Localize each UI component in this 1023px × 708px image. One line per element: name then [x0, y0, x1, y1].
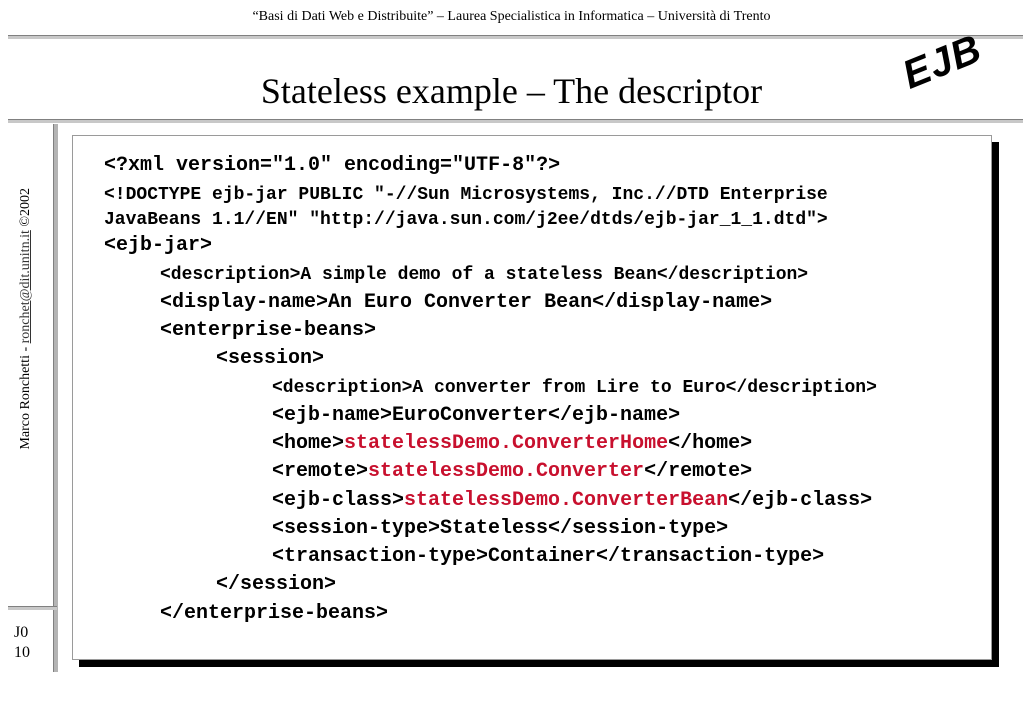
title-divider — [8, 119, 1023, 123]
code-line: <session-type>Stateless</session-type> — [272, 517, 729, 540]
xml-descriptor-code — [104, 154, 877, 625]
credit-separator: - — [18, 343, 33, 356]
code-line — [272, 432, 752, 455]
header-divider — [8, 35, 1023, 39]
code-line: <transaction-type>Container</transaction-type> — [272, 545, 825, 568]
author-credit — [18, 188, 40, 528]
code-line — [272, 460, 752, 483]
home-open-tag: <home> — [272, 432, 345, 455]
ejb-class-value: statelessDemo.ConverterBean — [404, 489, 729, 512]
ejb-class-close-tag: </ejb-class> — [728, 489, 873, 512]
code-line: <ejb-jar> — [104, 234, 213, 257]
author-name: Marco Ronchetti — [18, 355, 33, 450]
sidebar-divider — [53, 124, 58, 672]
remote-class-value: statelessDemo.Converter — [368, 460, 645, 483]
code-line: <description>A simple demo of a stateless Bean</description> — [160, 265, 809, 285]
slide-title: Stateless example – The descriptor — [260, 71, 763, 111]
code-line: JavaBeans 1.1//EN" "http://java.sun.com/j2ee/dtds/ejb-jar_1_1.dtd"> — [104, 210, 828, 230]
copyright: ©2002 — [18, 188, 33, 231]
section-label: J0 — [14, 624, 29, 641]
ejb-class-open-tag: <ejb-class> — [272, 489, 405, 512]
author-email-link[interactable]: ronchet@dit.unitn.it — [18, 230, 33, 344]
footer-divider — [8, 606, 57, 610]
code-line: <?xml version="1.0" encoding="UTF-8"?> — [104, 154, 561, 177]
code-line: <enterprise-beans> — [160, 319, 377, 342]
home-class-value: statelessDemo.ConverterHome — [344, 432, 669, 455]
code-line: </enterprise-beans> — [160, 602, 389, 625]
code-line: <ejb-name>EuroConverter</ejb-name> — [272, 404, 681, 427]
code-line: <display-name>An Euro Converter Bean</display-name> — [160, 291, 773, 314]
home-close-tag: </home> — [668, 432, 753, 455]
page-number: 10 — [14, 644, 30, 661]
remote-close-tag: </remote> — [644, 460, 753, 483]
course-header: “Basi di Dati Web e Distribuite” – Laurea Specialistica in Informatica – Università di Trento — [252, 9, 771, 24]
code-line: </session> — [216, 573, 337, 596]
code-line: <!DOCTYPE ejb-jar PUBLIC "-//Sun Microsystems, Inc.//DTD Enterprise — [104, 185, 828, 205]
code-line: <session> — [216, 347, 325, 370]
remote-open-tag: <remote> — [272, 460, 369, 483]
code-line — [272, 489, 872, 512]
ejb-logo: EJB — [896, 26, 988, 98]
code-line: <description>A converter from Lire to Euro</description> — [272, 378, 877, 398]
page-id — [14, 623, 30, 663]
